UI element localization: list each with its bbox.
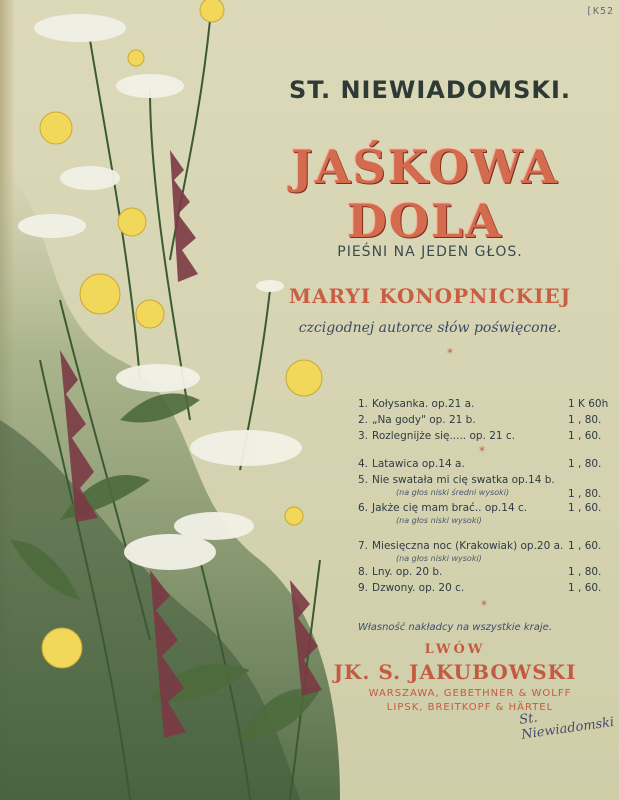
agent-leipzig: LIPSK, BREITKOPF & HÄRTEL [386,702,554,713]
song-number: 8. [357,566,368,578]
voice-note: (na głos niski wysoki) [396,554,482,563]
song-title: Miesięczna noc (Krakowiak) op.20 a. [372,540,564,552]
song-number: 2. [357,414,368,426]
song-row [356,474,614,500]
handwritten-signature: St. Niewiadomski [518,710,616,743]
ornament-star: * [447,346,453,360]
song-number: 9. [357,582,368,594]
ornament-star: * [481,598,487,612]
publisher-name: JK. S. JAKUBOWSKI [333,660,577,684]
song-price: 1 , 80. [568,458,602,470]
song-row [356,540,614,563]
song-title: Nie swatała mi cię swatka op.14 b. [372,474,555,486]
work-subtitle: PIEŚNI NA JEDEN GŁOS. [337,244,523,260]
song-row [356,398,614,412]
song-title: Kołysanka. op.21 a. [372,398,475,410]
song-number: 3. [357,430,368,442]
song-price: 1 , 60. [568,430,602,442]
publisher-city: LWÓW [424,642,486,657]
song-price: 1 , 60. [568,540,602,552]
song-row [356,566,614,580]
song-price: 1 K 60h [568,398,609,410]
song-title: Rozlegnijże się..... op. 21 c. [372,430,516,442]
rights-notice: Własność nakładcy na wszystkie kraje. [357,622,552,633]
voice-note: (na głos niski wysoki) [396,516,482,525]
song-number: 4. [357,458,368,470]
song-number: 5. [357,474,368,486]
song-title: Jakże cię mam brać.. op.14 c. [372,502,528,514]
song-row [356,458,614,472]
song-number: 6. [357,502,368,514]
agent-warsaw: WARSZAWA, GEBETHNER & WOLFF [368,688,572,699]
song-row [356,430,614,444]
song-price: 1 , 60. [568,502,602,514]
song-title: Lny. op. 20 b. [372,566,443,578]
song-price: 1 , 80. [568,566,602,578]
song-title: Latawica op.14 a. [372,458,465,470]
song-price: 1 , 80. [568,414,602,426]
song-price: 1 , 80. [568,488,602,500]
song-row [356,582,614,596]
work-title: JAŚKOWA DOLA [291,140,559,248]
song-title: „Na gody" op. 21 b. [372,414,476,426]
song-price: 1 , 60. [568,582,602,594]
song-title: Dzwony. op. 20 c. [372,582,465,594]
dedication-line: czcigodnej autorce słów poświęcone. [298,320,562,336]
song-number: 7. [357,540,368,552]
song-row [356,502,614,525]
dedicatee-name: MARYI KONOPNICKIEJ [288,284,572,308]
song-row [356,414,614,428]
catalog-stamp: [K52 [586,6,615,17]
voice-note: (na głos niski średni wysoki) [396,488,510,497]
song-number: 1. [357,398,368,410]
ornament-star: * [479,444,485,458]
composer-name: ST. NIEWIADOMSKI. [288,76,571,104]
